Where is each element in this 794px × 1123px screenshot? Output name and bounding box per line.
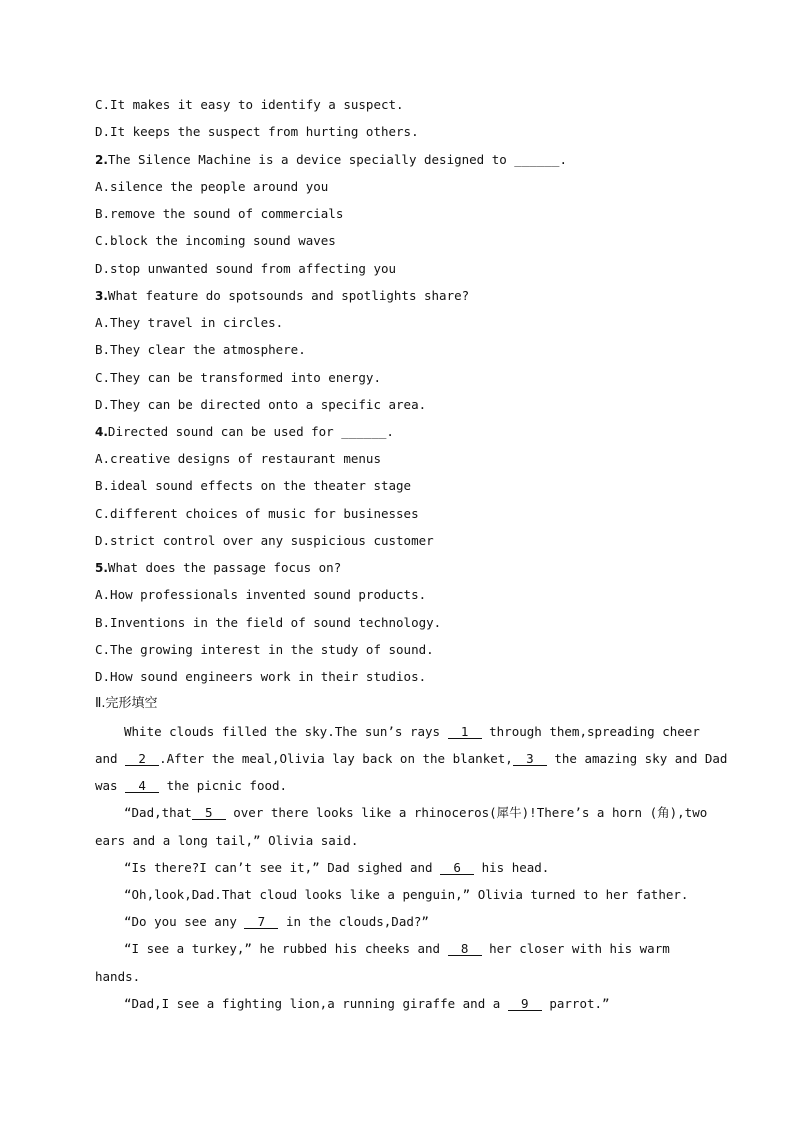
q5-option-c: C.The growing interest in the study of sound. bbox=[95, 642, 434, 657]
passage-text: “Dad,that bbox=[124, 805, 192, 820]
q2-option-a: A.silence the people around you bbox=[95, 179, 329, 194]
passage-text: was bbox=[95, 778, 126, 793]
q2-option-d: D.stop unwanted sound from affecting you bbox=[95, 261, 397, 276]
passage-text: .After the meal,Olivia lay back on the blanket, bbox=[159, 751, 513, 766]
cloze-line-7: “Oh,look,Dad.That cloud looks like a penguin,” Olivia turned to her father. bbox=[124, 887, 689, 902]
cloze-blank-3: 3 bbox=[513, 753, 547, 766]
question-number: 5. bbox=[95, 561, 108, 575]
passage-text: her closer with his warm bbox=[481, 941, 670, 956]
passage-text: in the clouds,Dad?” bbox=[278, 914, 429, 929]
cloze-line-5: ears and a long tail,” Olivia said. bbox=[95, 833, 359, 848]
question-4 bbox=[95, 424, 705, 440]
passage-text: “Dad,I see a fighting lion,a running giraffe and a bbox=[124, 996, 508, 1011]
section-title: Ⅱ.完形填空 bbox=[95, 696, 158, 711]
cloze-blank-5: 5 bbox=[192, 807, 226, 820]
passage-text: and bbox=[95, 751, 126, 766]
passage-text: through them,spreading cheer bbox=[481, 724, 700, 739]
q3-option-a: A.They travel in circles. bbox=[95, 315, 284, 330]
cloze-blank-9: 9 bbox=[508, 998, 542, 1011]
passage-text: the amazing sky and Dad bbox=[546, 751, 728, 766]
passage-text: parrot.” bbox=[541, 996, 610, 1011]
cloze-blank-1: 1 bbox=[448, 726, 482, 739]
q5-option-a: A.How professionals invented sound products. bbox=[95, 587, 427, 602]
cloze-line-4 bbox=[124, 805, 734, 821]
question-stem: What feature do spotsounds and spotlights share? bbox=[107, 288, 470, 303]
q1-option-c: C.It makes it easy to identify a suspect. bbox=[95, 97, 404, 112]
question-stem: Directed sound can be used for ______. bbox=[107, 424, 394, 439]
cloze-blank-7: 7 bbox=[244, 916, 278, 929]
cloze-blank-8: 8 bbox=[448, 943, 482, 956]
cloze-line-8 bbox=[124, 914, 734, 930]
q3-option-b: B.They clear the atmosphere. bbox=[95, 342, 306, 357]
q4-option-b: B.ideal sound effects on the theater stage bbox=[95, 478, 412, 493]
cloze-blank-6: 6 bbox=[440, 862, 474, 875]
q4-option-a: A.creative designs of restaurant menus bbox=[95, 451, 381, 466]
question-number: 3. bbox=[95, 289, 108, 303]
cloze-line-1 bbox=[124, 724, 734, 740]
question-stem: What does the passage focus on? bbox=[107, 560, 342, 575]
passage-text: “I see a turkey,” he rubbed his cheeks and bbox=[124, 941, 448, 956]
q2-option-c: C.block the incoming sound waves bbox=[95, 233, 336, 248]
question-5 bbox=[95, 560, 705, 576]
passage-text: “Is there?I can’t see it,” Dad sighed and bbox=[124, 860, 441, 875]
cloze-line-3 bbox=[95, 778, 705, 794]
cloze-line-2 bbox=[95, 751, 728, 767]
question-3 bbox=[95, 288, 705, 304]
cloze-blank-2: 2 bbox=[125, 753, 159, 766]
q5-option-b: B.Inventions in the field of sound technology. bbox=[95, 615, 442, 630]
q1-option-d: D.It keeps the suspect from hurting others. bbox=[95, 124, 419, 139]
question-stem: The Silence Machine is a device specially designed to ______. bbox=[107, 152, 567, 167]
q2-option-b: B.remove the sound of commercials bbox=[95, 206, 344, 221]
passage-text: the picnic food. bbox=[159, 778, 288, 793]
cloze-blank-4: 4 bbox=[125, 780, 159, 793]
passage-text: his head. bbox=[474, 860, 550, 875]
cloze-line-11 bbox=[124, 996, 734, 1012]
q5-option-d: D.How sound engineers work in their studios. bbox=[95, 669, 427, 684]
cloze-line-10: hands. bbox=[95, 969, 141, 984]
cloze-line-6 bbox=[124, 860, 734, 876]
question-number: 4. bbox=[95, 425, 108, 439]
passage-text: White clouds filled the sky.The sun’s rays bbox=[124, 724, 448, 739]
passage-text: “Do you see any bbox=[124, 914, 245, 929]
cloze-line-9 bbox=[124, 941, 734, 957]
q4-option-c: C.different choices of music for businesses bbox=[95, 506, 419, 521]
question-number: 2. bbox=[95, 153, 108, 167]
q4-option-d: D.strict control over any suspicious customer bbox=[95, 533, 434, 548]
passage-text: over there looks like a rhinoceros(犀牛)!There’s a horn (角),two bbox=[225, 805, 708, 820]
q3-option-d: D.They can be directed onto a specific area. bbox=[95, 397, 427, 412]
question-2 bbox=[95, 152, 705, 168]
q3-option-c: C.They can be transformed into energy. bbox=[95, 370, 381, 385]
